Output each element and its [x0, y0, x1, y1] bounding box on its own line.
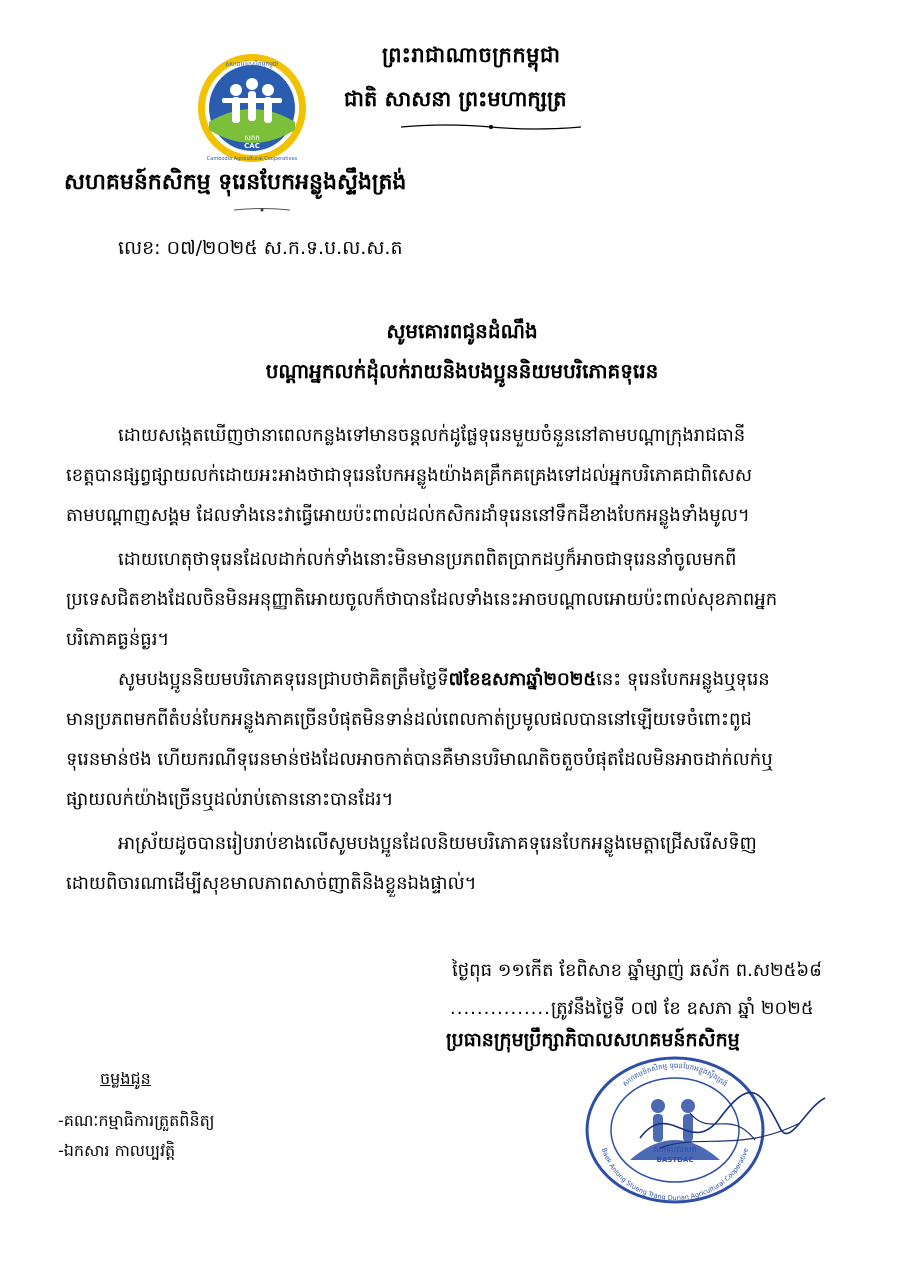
- national-motto: ជាតិ សាសនា ព្រះមហាក្សត្រ: [344, 87, 567, 111]
- notice-title: សូមគោរពជូនដំណឹង: [386, 319, 538, 343]
- paragraph-line: ខេត្តបានផ្សព្វផ្សាយលក់ដោយអះអាងថាជាទុរេនបែកអន្លូងយ៉ាងគគ្រឹកគគ្រេងទៅដល់អ្នកបរិភោគជាពិសេស: [66, 465, 753, 486]
- paragraph-2: [66, 540, 866, 660]
- handwritten-signature: [630, 1078, 830, 1168]
- paragraph-1: [66, 416, 866, 536]
- notice-subtitle: បណ្តាអ្នកលក់ដុំលក់រាយនិងបងប្អូននិយមបរិភោគទុរេន: [265, 359, 659, 383]
- ornament-small: [232, 206, 292, 214]
- logo-abbr-km: សកក: [244, 134, 260, 142]
- stamp-top-text: សហគមន៍កសិកម្ម ទុរេនបែកអន្លូងស្ទឹងត្រង់: [621, 1061, 729, 1089]
- p3-date-bold: ៧ខែឧសភាឆ្នាំ២០២៥: [448, 669, 597, 690]
- logo-arc-text: Cambodia Agricultural Cooperatives: [206, 156, 298, 162]
- p3-prefix: សូមបងប្អូននិយមបរិភោគទុរេនជ្រាបថាគិតត្រឹមថ្ងៃទី: [118, 669, 449, 690]
- paragraph-line: បរិភោគធ្ងន់ធ្ងរ។: [66, 629, 170, 650]
- date-dots: ...............: [450, 998, 551, 1019]
- logo-name-text: សហគមន៍កសិកម្មកម្ពុជា: [225, 61, 279, 68]
- reference-number: លេខ: ០៧/២០២៥ ស.ក.ទ.ប.ល.ស.ត: [118, 237, 403, 259]
- copy-to-item: -គណៈកម្មាធិការត្រួតពិនិត្យ: [58, 1111, 215, 1130]
- paragraph-line: ផ្សាយលក់យ៉ាងច្រើនឬដល់រាប់តោននោះបានដែរ។: [66, 789, 394, 810]
- signer-title: ប្រធានក្រុមប្រឹក្សាភិបាលសហគមន៍កសិកម្ម: [446, 1029, 740, 1051]
- copy-to-item: -ឯកសារ កាលប្បវត្តិ: [58, 1141, 176, 1160]
- paragraph-line: ប្រទេសជិតខាងដែលចិនមិនអនុញ្ញាតិអោយចូលក៏ថាបានដែលទាំងនេះអាចបណ្តាលអោយប៉ះពាល់សុខភាពអ្នក: [66, 589, 778, 610]
- solar-date: [450, 996, 814, 1023]
- kingdom-title: ព្រះរាជាណាចក្រកម្ពុជា: [382, 43, 561, 67]
- lunar-date: ថ្ងៃពុធ ១១កើត ខែពិសាខ ឆ្នាំម្សាញ់ ឆស័ក ព.ស២៥៦៨: [452, 960, 822, 981]
- logo-abbr-en: CAC: [244, 142, 260, 150]
- paragraph-4: [66, 824, 866, 904]
- solar-date-text: ត្រូវនឹងថ្ងៃទី ០៧ ខែ ឧសភា ឆ្នាំ ២០២៥: [550, 998, 814, 1019]
- cac-logo: [196, 52, 308, 164]
- paragraph-line: មានប្រភពមកពីតំបន់បែកអន្លូងភាគច្រើនបំផុតមិនទាន់ដល់ពេលកាត់ប្រមូលផលបាននៅឡើយទេចំពោះពូជ: [66, 709, 752, 730]
- stamp-center-en: BASTDAC: [656, 1156, 694, 1164]
- copy-to-title: ចម្លងជូន: [100, 1069, 151, 1088]
- paragraph-line: [66, 660, 866, 700]
- stamp-bottom-text: Baek Anlong Stueng Trang Durian Agricultural Cooperative: [599, 1146, 751, 1203]
- paragraph-line: ដោយហេតុថាទុរេនដែលដាក់លក់ទាំងនោះមិនមានប្រភពពិតប្រាកដឫក៏អាចជាទុរេននាំចូលមកពី: [118, 549, 737, 570]
- organization-name: សហគមន៍កសិកម្ម ទុរេនបែកអន្លូងស្ទឹងត្រង់: [64, 170, 407, 195]
- paragraph-line: អាស្រ័យដូចបានរៀបរាប់ខាងលើសូមបងប្អូនដែលនិយមបរិភោគទុរេនបែកអន្លូងមេត្តាជ្រើសរើសទិញ: [118, 833, 757, 854]
- ornament-divider: [396, 122, 586, 132]
- paragraph-line: តាមបណ្តាញសង្គម ដែលទាំងនេះវាធ្វើអោយប៉ះពាល់ដល់កសិករដាំទុរេននៅទឹកដីខាងបែកអន្លូងទាំងមូល។: [66, 505, 750, 526]
- p3-suffix: នេះ ទុរេនបែកអន្លូងឬទុរេន: [596, 669, 770, 690]
- stamp-center-text: សកទបលសត: [653, 1145, 697, 1154]
- paragraph-line: ដោយពិចារណាដើម្បីសុខមាលភាពសាច់ញាតិនិងខ្លួនឯងផ្ទាល់។: [66, 873, 477, 894]
- paragraph-line: ទុរេនមាន់ថង ហើយករណីទុរេនមាន់ថងដែលអាចកាត់បានគឺមានបរិមាណតិចតួចបំផុតដែលមិនអាចដាក់លក់ឬ: [66, 749, 773, 770]
- paragraph-line: ដោយសង្កេតឃើញថានាពេលកន្លងទៅមានចន្តលក់ដូផ្លែទុរេនមួយចំនួននៅតាមបណ្តាក្រុងរាជធានី: [118, 425, 746, 446]
- paragraph-3: [66, 660, 866, 820]
